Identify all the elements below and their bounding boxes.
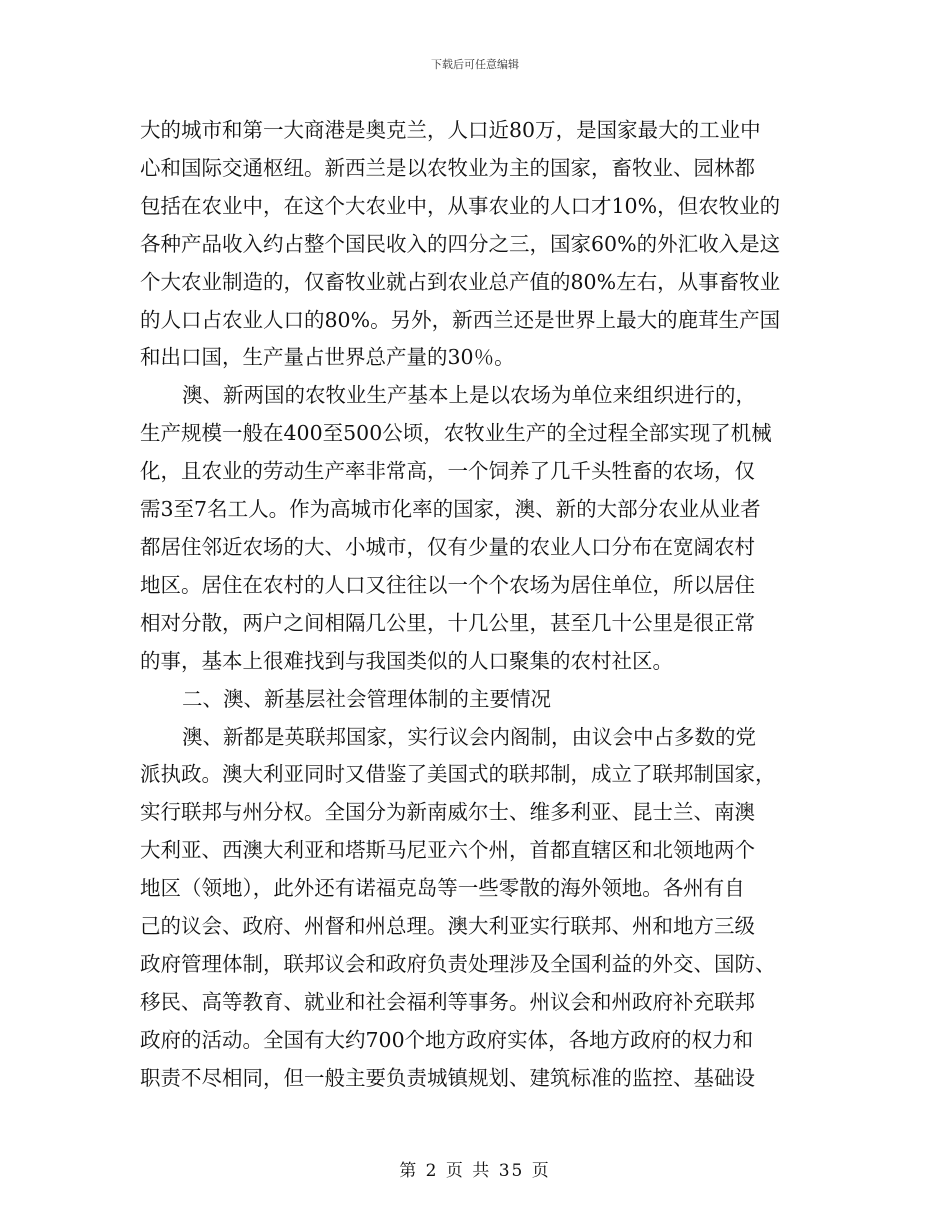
- text-line: 和出口国，生产量占世界总产量的30％。: [140, 345, 515, 370]
- text-line: 的人口占农业人口的80%。另外，新西兰还是世界上最大的鹿茸生产国: [140, 307, 781, 332]
- text-line: 澳、新都是英联邦国家，实行议会内阁制，由议会中占多数的党: [182, 724, 756, 749]
- section-heading: [140, 681, 822, 719]
- page-header: 下载后可任意编辑: [431, 58, 519, 71]
- text-line: 各种产品收入约占整个国民收入的四分之三，国家60%的外汇收入是这: [140, 231, 781, 256]
- paragraph: [140, 377, 822, 680]
- text-line: 生产规模一般在400至500公顷，农牧业生产的全过程全部实现了机械: [140, 421, 772, 446]
- text-line: 都居住邻近农场的大、小城市，仅有少量的农业人口分布在宽阔农村: [140, 534, 755, 559]
- page-number: 第 2 页 共 35 页: [399, 1161, 551, 1181]
- text-line: 地区（领地），此外还有诺福克岛等一些零散的海外领地。各州有自: [140, 876, 745, 901]
- text-line: 实行联邦与州分权。全国分为新南威尔士、维多利亚、昆士兰、南澳: [140, 800, 755, 825]
- text-line: 派执政。澳大利亚同时又借鉴了美国式的联邦制，成立了联邦制国家，: [140, 762, 776, 787]
- text-line: 澳、新两国的农牧业生产基本上是以农场为单位来组织进行的，: [182, 383, 756, 408]
- text-line: 政府的活动。全国有大约700个地方政府实体，各地方政府的权力和: [140, 1027, 754, 1052]
- text-line: 的事，基本上很难找到与我国类似的人口聚集的农村社区。: [140, 648, 673, 673]
- text-line: 己的议会、政府、州督和州总理。澳大利亚实行联邦、州和地方三级: [140, 914, 755, 939]
- text-line: 个大农业制造的，仅畜牧业就占到农业总产值的80%左右，从事畜牧业: [140, 269, 781, 294]
- text-line: 大利亚、西澳大利亚和塔斯马尼亚六个州，首都直辖区和北领地两个: [140, 838, 755, 863]
- text-line: 二、澳、新基层社会管理体制的主要情况: [182, 686, 551, 711]
- document-body: [140, 112, 822, 1098]
- text-line: 地区。居住在农村的人口又往往以一个个农场为居住单位，所以居住: [140, 572, 755, 597]
- text-line: 包括在农业中，在这个大农业中，从事农业的人口才10%，但农牧业的: [140, 193, 781, 218]
- text-line: 化，且农业的劳动生产率非常高，一个饲养了几千头牲畜的农场，仅: [140, 459, 755, 484]
- paragraph: [140, 112, 822, 377]
- text-line: 心和国际交通枢纽。新西兰是以农牧业为主的国家，畜牧业、园林都: [140, 155, 755, 180]
- text-line: 大的城市和第一大商港是奥克兰，人口近80万，是国家最大的工业中: [140, 118, 761, 142]
- text-line: 移民、高等教育、就业和社会福利等事务。州议会和州政府补充联邦: [140, 989, 755, 1014]
- text-line: 政府管理体制，联邦议会和政府负责处理涉及全国利益的外交、国防、: [140, 951, 776, 976]
- paragraph: [140, 719, 822, 1098]
- text-line: 需3至7名工人。作为高城市化率的国家，澳、新的大部分农业从业者: [140, 497, 761, 522]
- text-line: 相对分散，两户之间相隔几公里，十几公里，甚至几十公里是很正常: [140, 610, 755, 635]
- text-line: 职责不尽相同，但一般主要负责城镇规划、建筑标准的监控、基础设: [140, 1065, 755, 1090]
